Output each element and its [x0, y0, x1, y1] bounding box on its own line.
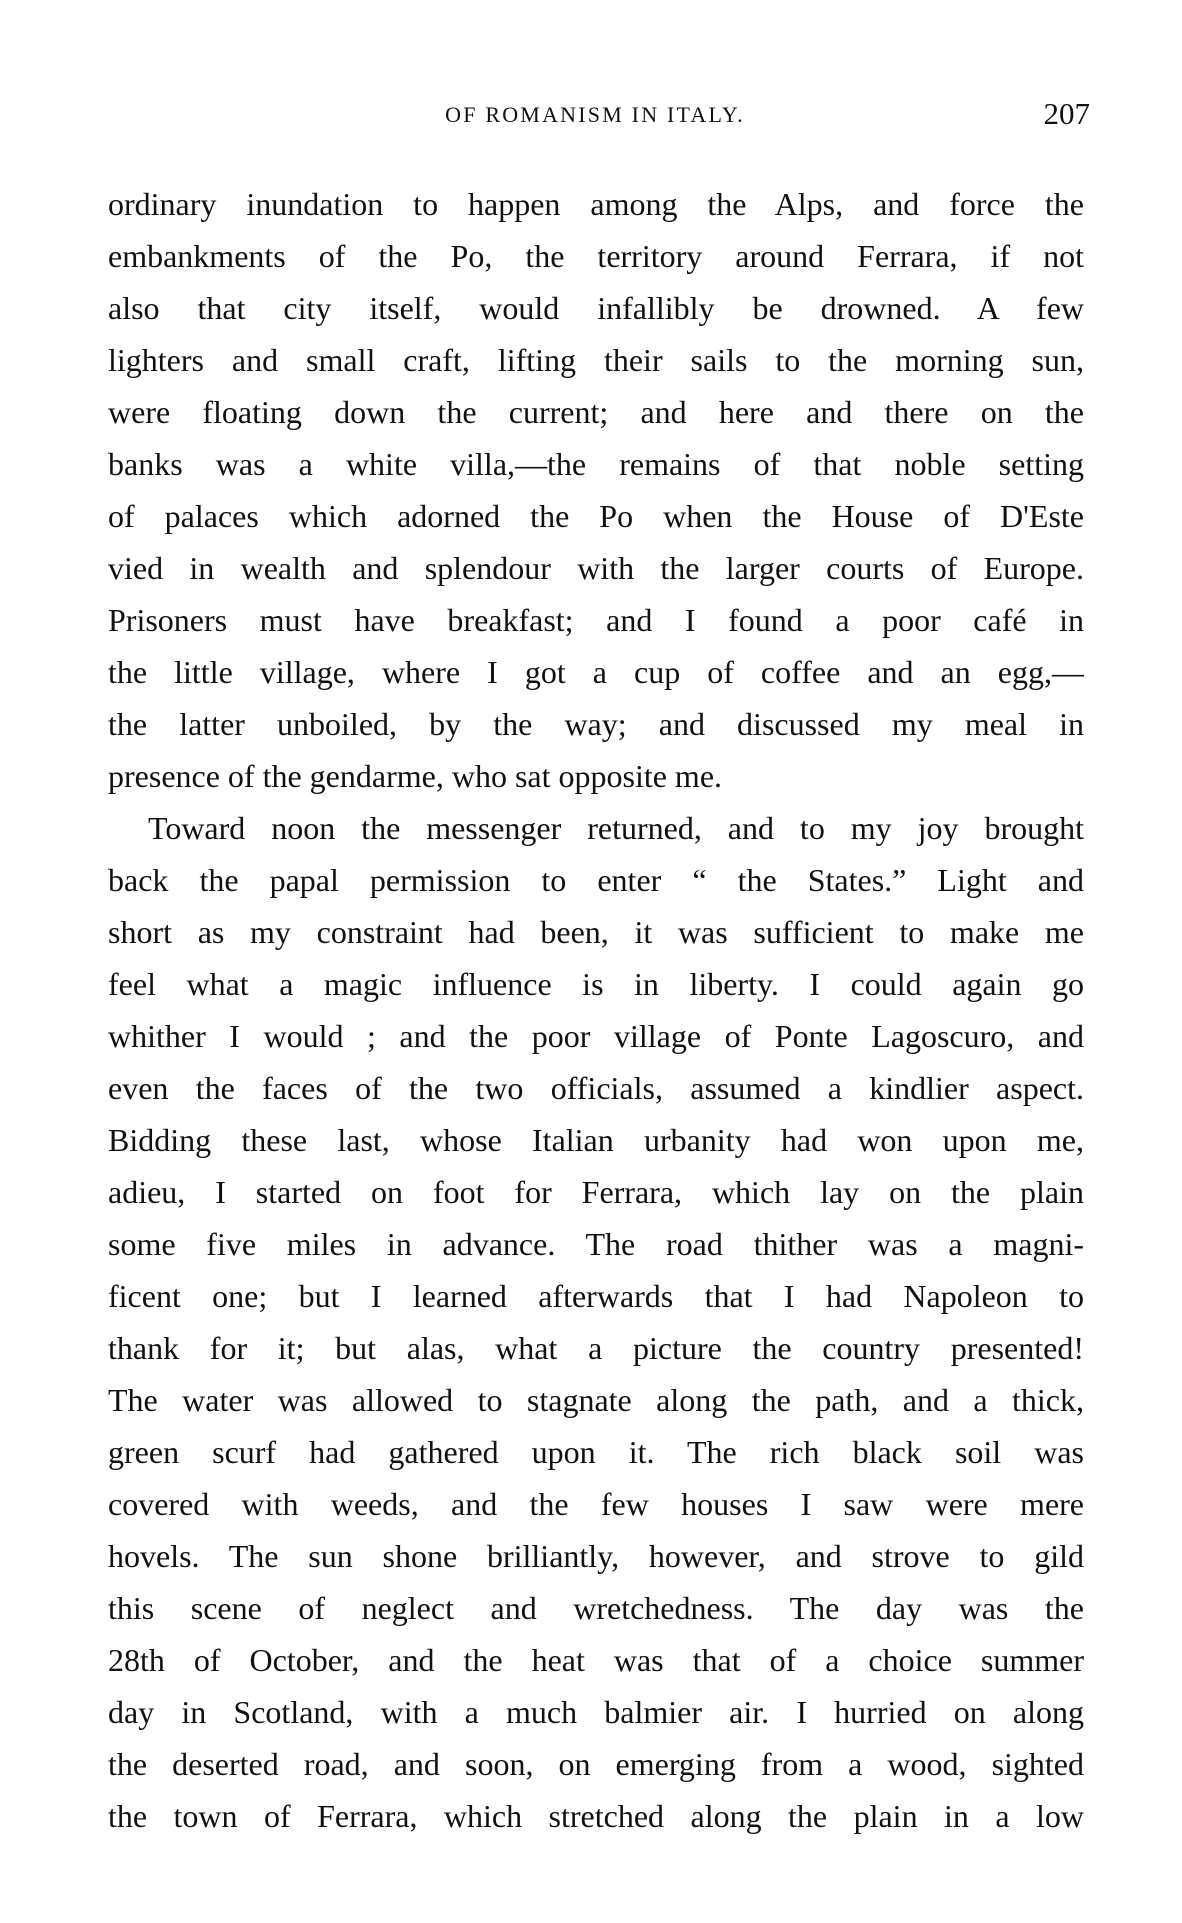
text-line: whither I would ; and the poor village of Ponte Lagoscuro, and — [108, 1018, 1084, 1054]
text-line: the little village, where I got a cup of coffee and an egg,— — [108, 654, 1084, 690]
text-line: feel what a magic influence is in liberty. I could again go — [108, 966, 1084, 1002]
text-line: lighters and small craft, lifting their sails to the morning sun, — [108, 342, 1084, 378]
running-title: OF ROMANISM IN ITALY. — [445, 102, 745, 127]
text-line: of palaces which adorned the Po when the House of D'Este — [108, 498, 1084, 534]
text-line: were floating down the current; and here and there on the — [108, 394, 1084, 430]
text-line: banks was a white villa,—the remains of that noble setting — [108, 446, 1084, 482]
text-line: hovels. The sun shone brilliantly, however, and strove to gild — [108, 1538, 1084, 1574]
paragraph-1 — [108, 178, 1084, 802]
text-line: presence of the gendarme, who sat opposite me. — [108, 758, 723, 794]
text-line: the deserted road, and soon, on emerging from a wood, sighted — [108, 1746, 1084, 1782]
body-text — [108, 178, 1084, 1842]
text-line: short as my constraint had been, it was sufficient to make me — [108, 914, 1084, 950]
text-line: the latter unboiled, by the way; and discussed my meal in — [108, 706, 1084, 742]
text-line: Toward noon the messenger returned, and to my joy brought — [148, 810, 1084, 846]
text-line: some five miles in advance. The road thither was a magni- — [108, 1226, 1084, 1262]
page-number: 207 — [1043, 96, 1090, 131]
text-line: covered with weeds, and the few houses I saw were mere — [108, 1486, 1084, 1522]
text-line: thank for it; but alas, what a picture the country presented! — [108, 1330, 1084, 1366]
text-line: ficent one; but I learned afterwards that I had Napoleon to — [108, 1278, 1084, 1314]
text-line: vied in wealth and splendour with the larger courts of Europe. — [108, 550, 1084, 586]
text-line: day in Scotland, with a much balmier air. I hurried on along — [108, 1694, 1084, 1730]
text-line: ordinary inundation to happen among the Alps, and force the — [108, 186, 1084, 222]
text-line: this scene of neglect and wretchedness. The day was the — [108, 1590, 1084, 1626]
running-head — [100, 96, 1090, 136]
paragraph-2 — [108, 802, 1084, 1842]
text-line: green scurf had gathered upon it. The rich black soil was — [108, 1434, 1084, 1470]
text-line: even the faces of the two officials, assumed a kindlier aspect. — [108, 1070, 1084, 1106]
text-line: embankments of the Po, the territory around Ferrara, if not — [108, 238, 1084, 274]
text-line: The water was allowed to stagnate along the path, and a thick, — [108, 1382, 1084, 1418]
text-line: also that city itself, would infallibly be drowned. A few — [108, 290, 1084, 326]
text-line: adieu, I started on foot for Ferrara, which lay on the plain — [108, 1174, 1084, 1210]
text-line: 28th of October, and the heat was that of a choice summer — [108, 1642, 1084, 1678]
text-line: the town of Ferrara, which stretched along the plain in a low — [108, 1798, 1084, 1834]
text-line: Prisoners must have breakfast; and I found a poor café in — [108, 602, 1084, 638]
text-line: Bidding these last, whose Italian urbanity had won upon me, — [108, 1122, 1084, 1158]
text-line: back the papal permission to enter “ the States.” Light and — [108, 862, 1084, 898]
